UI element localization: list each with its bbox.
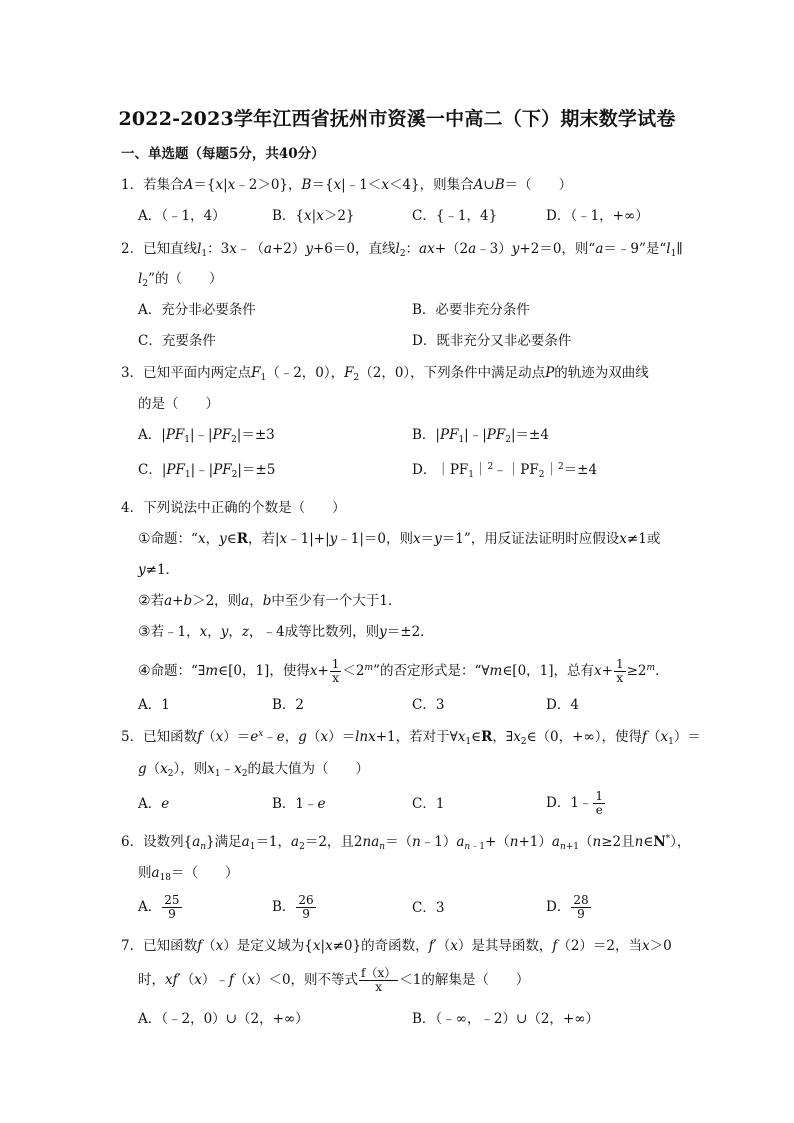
fraction: $\frac{26}{9}$: [298, 893, 314, 921]
question-6-option-c: C．3: [412, 900, 445, 916]
question-7-stem: 7．已知函数f（x）是定义域为{x|x≠0}的奇函数，f′（x）是其导函数，f（2）＝2，当x＞0: [121, 938, 672, 954]
question-6-stem-cont: 则$a_{18}=$（ ）: [138, 865, 239, 883]
fraction: $\frac{25}{9}$: [164, 893, 180, 921]
question-4-stem: 4．下列说法中正确的个数是（ ）: [121, 500, 346, 516]
question-2-stem: 2．已知直线$l_1$：3x﹣（a+2）y+6＝0，直线$l_2$：ax+（2a﹣3）y+2＝0，则“a＝﹣9”是“$l_1\parallel$: [121, 241, 683, 259]
question-1-option-b: B．{x|x＞2}: [272, 208, 355, 224]
fraction: $\frac{28}{9}$: [573, 893, 589, 921]
question-2-option-d: D．既非充分又非必要条件: [412, 333, 572, 349]
question-6-stem: 6．设数列$\{a_n\}$满足$a_1=1$，$a_2=2$，且$2na_n=(n﹣1)a_{n﹣1}+(n+1)a_{n+1}(n\ge 2$且n∈N*），: [121, 834, 691, 852]
page-title: 2022-2023学年江西省抚州市资溪一中高二（下）期末数学试卷: [118, 108, 676, 130]
question-7-option-b: B．（﹣∞，﹣2）∪（2，+∞）: [412, 1011, 599, 1027]
question-6-option-d: D． $\frac{28}{9}$: [546, 893, 589, 921]
question-5-stem-cont: $g(x_2)$，则$x_1﹣x_2$的最大值为（ ）: [138, 761, 369, 779]
question-3-option-a: A．$|PF_1|﹣|PF_2|=\pm 3$: [138, 427, 275, 445]
question-5-option-d: D．1﹣ $\frac{1}{e}$: [546, 789, 604, 817]
question-1-option-a: A．（﹣1，4）: [138, 208, 226, 224]
question-4-statement-4: ④命题：“∃m∈[0，1]，使得x+ $\frac{1}{x}$ $<2^m$”的否定形式是：“∀m∈[0，1]，总有x+ $\frac{1}{x}$ $\ge 2^m$．: [138, 657, 669, 685]
fraction: $\frac{f(x)}{x}$: [361, 966, 397, 994]
question-4-option-a: A．1: [138, 697, 170, 713]
question-1-stem: 1．若集合A＝{x|x﹣2＞0}，B＝{x|﹣1＜x＜4}，则集合A∪B＝（ ）: [121, 177, 573, 193]
question-3-option-c: C．$|PF_1|﹣|PF_2|=\pm 5$: [138, 462, 276, 480]
question-1-option-c: C．{﹣1，4}: [412, 208, 498, 224]
question-6-option-b: B． $\frac{26}{9}$: [272, 893, 314, 921]
question-4-statement-3: ③若﹣1，x，y，z，﹣4成等比数列，则y＝±2．: [138, 624, 434, 640]
question-5-option-a: A．e: [138, 796, 170, 812]
question-5-stem: 5．已知函数$f(x)=e^x﹣e$，g（x）＝lnx+1，若对于$\forall x_1\in R$，$\exists x_2\in(0$，+∞），使得$f(x_1)=$: [121, 729, 701, 747]
question-4-statement-1-cont: y≠1．: [138, 562, 180, 578]
fraction: $\frac{1}{x}$: [331, 657, 340, 685]
question-2-option-c: C．充要条件: [138, 333, 216, 349]
section-heading: 一、单选题（每题5分，共40分）: [121, 146, 325, 162]
question-4-statement-1: ①命题：“x，y∈R，若|x﹣1|+|y﹣1|＝0，则x＝y＝1”，用反证法证明时应假设x≠1或: [138, 531, 661, 547]
question-2-stem-cont: $l_2$”的（ ）: [138, 271, 223, 289]
question-2-option-a: A．充分非必要条件: [138, 302, 256, 318]
question-7-stem-cont: 时，xf′（x）﹣f（x）＜0，则不等式 $\frac{f(x)}{x}$ ＜1的解集是（ ）: [138, 966, 530, 994]
question-5-option-c: C．1: [412, 796, 445, 812]
question-4-option-d: D．4: [546, 697, 579, 713]
question-3-stem-cont: 的是（ ）: [138, 396, 219, 412]
question-3-option-d: D．$|PF_1|^2﹣|PF_2|^2=\pm 4$: [412, 462, 598, 480]
question-3-stem: 3．已知平面内两定点$F_1(﹣2$，0），$F_2(2$，0），下列条件中满足动点P的轨迹为双曲线: [121, 365, 649, 383]
question-2-option-b: B．必要非充分条件: [412, 302, 530, 318]
fraction: $\frac{1}{x}$: [615, 657, 624, 685]
question-5-option-b: B．1﹣e: [272, 796, 326, 812]
fraction: $\frac{1}{e}$: [595, 789, 604, 817]
question-4-statement-2: ②若a+b＞2，则a，b中至少有一个大于1．: [138, 593, 402, 609]
question-3-option-b: B．$|PF_1|﹣|PF_2|=\pm 4$: [412, 427, 549, 445]
question-7-option-a: A．（﹣2，0）∪（2，+∞）: [138, 1011, 309, 1027]
question-4-option-b: B．2: [272, 697, 305, 713]
question-1-option-d: D．（﹣1，+∞）: [546, 208, 649, 224]
question-6-option-a: A． $\frac{25}{9}$: [138, 893, 180, 921]
question-4-option-c: C．3: [412, 697, 445, 713]
